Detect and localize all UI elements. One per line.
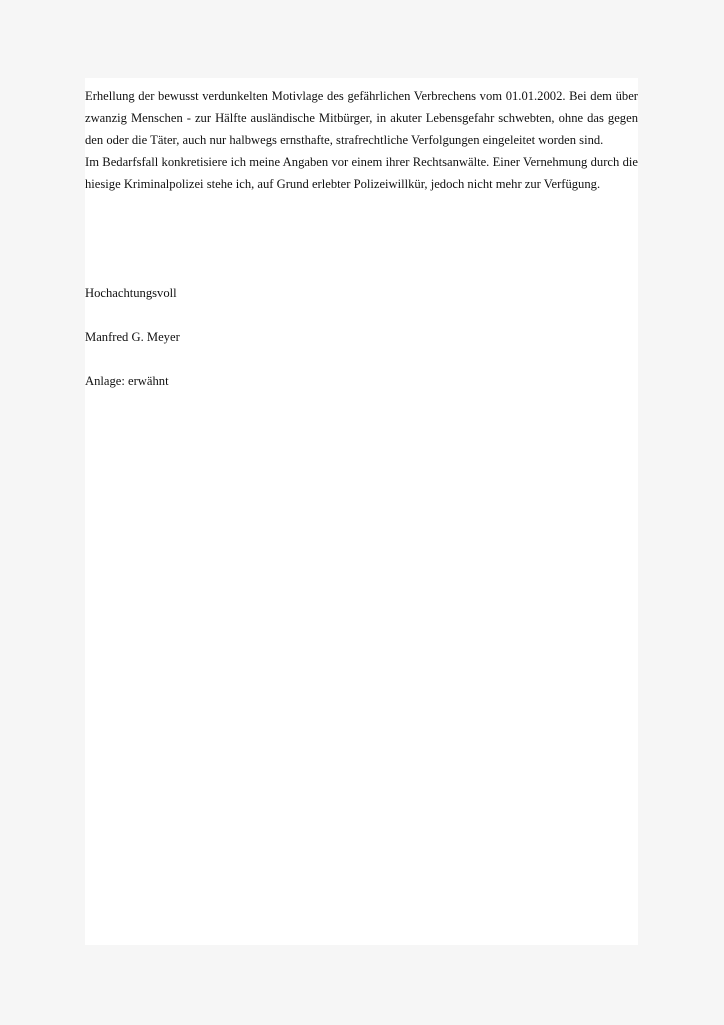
letter-body xyxy=(85,85,638,195)
attachment-note: Anlage: erwähnt xyxy=(85,374,169,388)
body-paragraph-1: Erhellung der bewusst verdunkelten Motivlage des gefährlichen Verbrechens vom 01.01.2002. Bei dem über zwanzig Menschen - zur Hälfte ausländische Mitbürger, in akuter Lebensgefahr schwebten, ohne das gegen den oder die Täter, auch nur halbwegs ernsthafte, strafrechtliche Verfolgungen eingeleitet worden sind. xyxy=(85,89,638,147)
body-paragraph-2: Im Bedarfsfall konkretisiere ich meine Angaben vor einem ihrer Rechtsanwälte. Einer Vernehmung durch die hiesige Kriminalpolizei stehe ich, auf Grund erlebter Polizeiwillkür, jedoch nicht mehr zur Verfügung. xyxy=(85,155,638,191)
document-page xyxy=(85,78,638,945)
signature-name: Manfred G. Meyer xyxy=(85,330,180,344)
closing-salutation: Hochachtungsvoll xyxy=(85,286,177,300)
